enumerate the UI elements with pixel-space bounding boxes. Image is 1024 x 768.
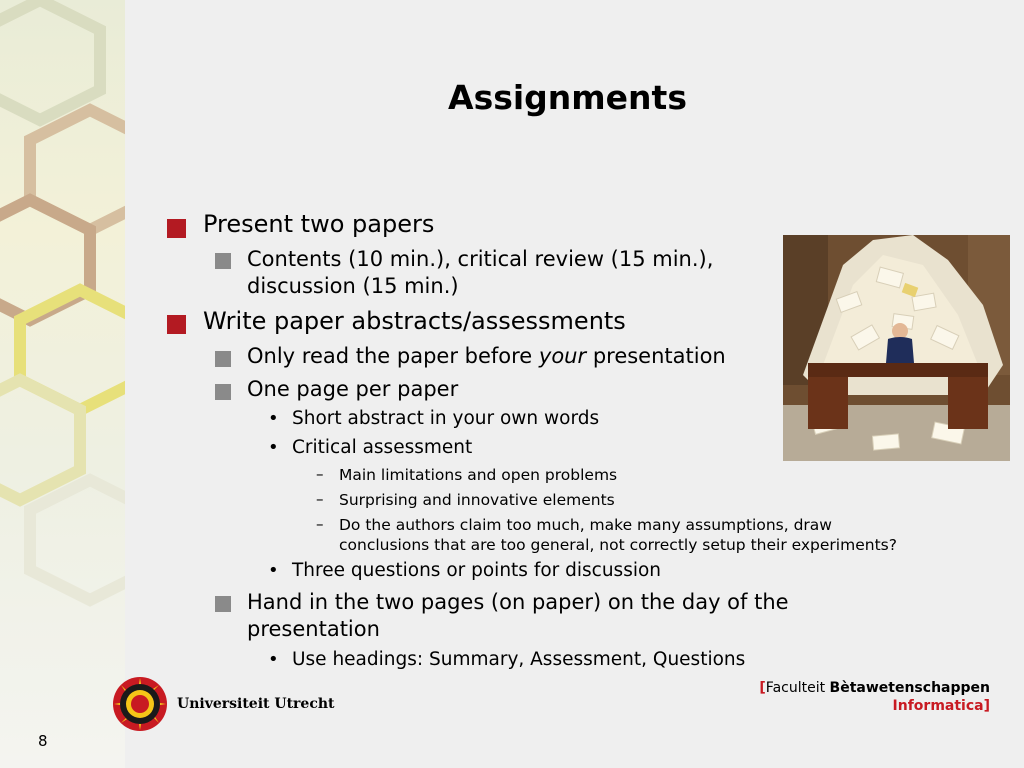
bullet-present-two-papers: Present two papers <box>203 210 435 238</box>
university-name: Universiteit Utrecht <box>177 696 335 712</box>
decorative-hexagon-pattern <box>0 0 125 768</box>
level1-bullet <box>167 219 186 238</box>
bullet-use-headings: Use headings: Summary, Assessment, Questions <box>292 649 746 670</box>
bullet-contents-line2: discussion (15 min.) <box>247 274 459 298</box>
department-label: Informatica] <box>892 698 990 714</box>
university-logo <box>112 676 442 732</box>
page-number: 8 <box>38 732 48 750</box>
paper-pile-illustration <box>783 235 1010 461</box>
faculty-label: [Faculteit Bètawetenschappen <box>759 680 990 696</box>
level3-bullet-dot: • <box>268 649 279 670</box>
level2-bullet <box>215 384 231 400</box>
bullet-contents-line1: Contents (10 min.), critical review (15 min.), <box>247 247 714 271</box>
sun-seal-icon <box>112 676 168 732</box>
bullet-main-limitations: Main limitations and open problems <box>339 466 618 484</box>
bullet-authors-claim-line1: Do the authors claim too much, make many assumptions, draw <box>339 516 832 534</box>
bullet-only-read-paper: Only read the paper before your presentation <box>247 344 726 368</box>
bullet-short-abstract: Short abstract in your own words <box>292 408 600 429</box>
level4-bullet-dash: – <box>316 465 324 483</box>
bullet-hand-in-line2: presentation <box>247 617 380 641</box>
level4-bullet-dash: – <box>316 515 324 533</box>
emphasis-your: your <box>538 344 587 368</box>
level2-bullet <box>215 253 231 269</box>
level3-bullet-dot: • <box>268 560 279 581</box>
level3-bullet-dot: • <box>268 408 279 429</box>
level2-bullet <box>215 596 231 612</box>
level1-bullet <box>167 315 186 334</box>
bullet-authors-claim-line2: conclusions that are too general, not correctly setup their experiments? <box>339 536 897 554</box>
bullet-critical-assessment: Critical assessment <box>292 437 473 458</box>
paper-pile-photo <box>783 235 1010 461</box>
bullet-write-abstracts: Write paper abstracts/assessments <box>203 307 626 335</box>
level4-bullet-dash: – <box>316 490 324 508</box>
decorative-side-strip <box>0 0 125 768</box>
bullet-one-page-per-paper: One page per paper <box>247 377 459 401</box>
bullet-hand-in-line1: Hand in the two pages (on paper) on the day of the <box>247 590 789 614</box>
bullet-surprising-elements: Surprising and innovative elements <box>339 491 615 509</box>
bullet-three-questions: Three questions or points for discussion <box>292 560 662 581</box>
level3-bullet-dot: • <box>268 437 279 458</box>
level2-bullet <box>215 351 231 367</box>
slide-title: Assignments <box>448 78 687 117</box>
